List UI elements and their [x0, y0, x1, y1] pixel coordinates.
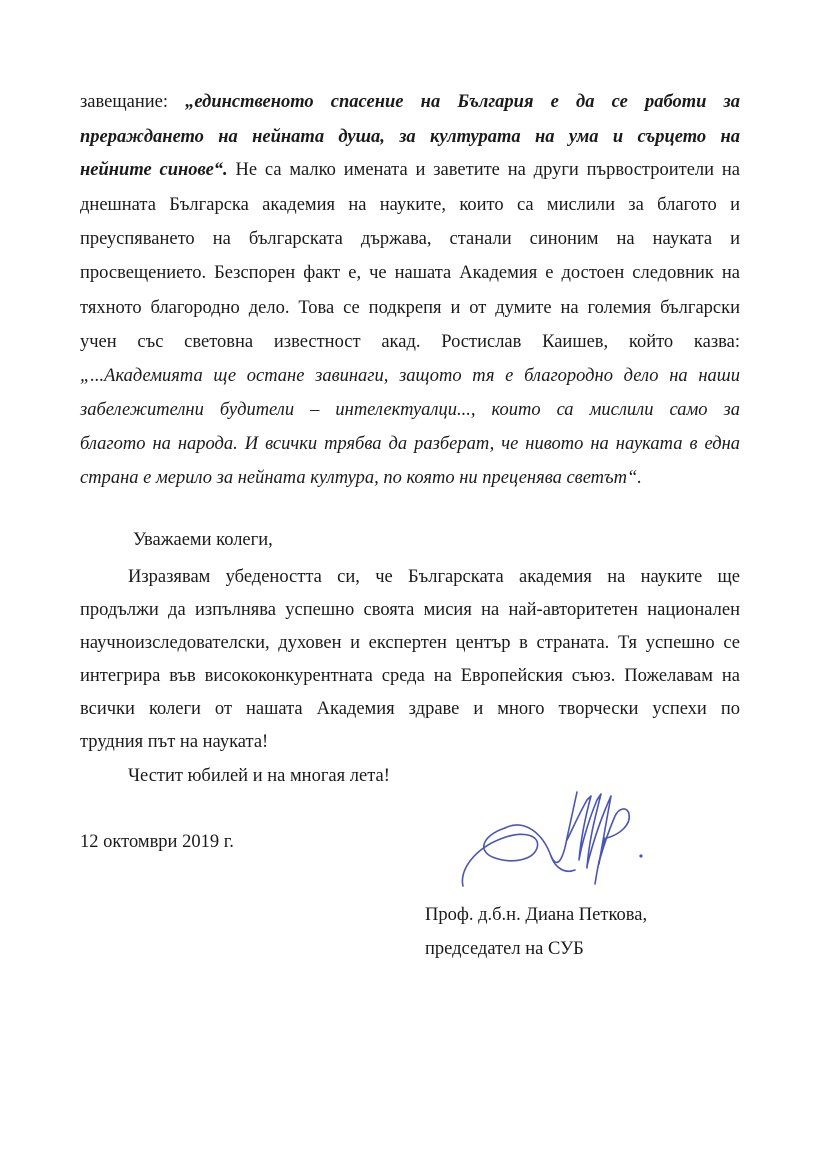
text-line: научноизследователски, духовен и експертен център в страната. Тя успешно се — [80, 633, 740, 653]
quote-line: „...Академията ще остане завинаги, защото тя е благородно дело на наши — [80, 366, 740, 386]
quote-line: благото на народа. И всички трябва да разберат, че нивото на науката в една — [80, 434, 740, 454]
text-line: просвещението. Безспорен факт е, че нашата Академия е достоен следовник на — [80, 263, 740, 283]
signer-title: председател на СУБ — [425, 939, 584, 959]
date-line: 12 октомври 2019 г. — [80, 832, 234, 852]
quote-line: прераждането на нейната душа, за културата на ума и сърцето на — [80, 127, 740, 147]
quote-text: нейните синове“. — [80, 160, 228, 180]
text-line: всички колеги от нашата Академия здраве и много творчески успехи по — [80, 699, 740, 719]
salutation: Уважаеми колеги, — [133, 530, 273, 550]
text-span: завещание: — [80, 92, 186, 112]
text-line — [80, 158, 740, 182]
text-line: Изразявам убедеността си, че Българската академия на науките ще — [128, 567, 740, 587]
text-span: Не са малко имената и заветите на други първостроители на — [227, 160, 740, 180]
quote-line: забележителни будители – интелектуалци..., които са мислили само за — [80, 400, 740, 420]
text-line: преуспяването на българската държава, станали синоним на науката и — [80, 229, 740, 249]
text-line: интегрира във висококонкурентната среда на Европейския съюз. Пожелавам на — [80, 666, 740, 686]
text-line: трудния път на науката! — [80, 732, 269, 752]
text-line: тяхното благородно дело. Това се подкрепя и от думите на големия български — [80, 298, 740, 318]
handwritten-signature — [455, 778, 655, 898]
text-line: учен със световна известност акад. Ростислав Каишев, който казва: — [80, 332, 740, 352]
closing-line: Честит юбилей и на многая лета! — [128, 766, 390, 786]
text-line — [80, 90, 740, 114]
signer-name: Проф. д.б.н. Диана Петкова, — [425, 905, 648, 925]
text-line: днешната Българска академия на науките, които са мислили за благото и — [80, 195, 740, 215]
text-line: продължи да изпълнява успешно своята мисия на най-авторитетен национален — [80, 600, 740, 620]
quote-line: страна е мерило за нейната култура, по която ни преценява светът“. — [80, 468, 642, 488]
quote-text: „единственото спасение на България е да се работи за — [185, 92, 741, 112]
